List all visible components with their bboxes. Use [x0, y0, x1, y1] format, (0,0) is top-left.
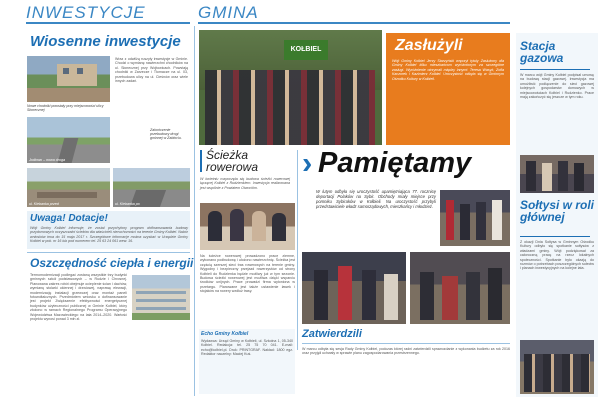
photo-new-sidewalks	[27, 56, 110, 102]
photo-banner-kolbiel: KOŁBIEL	[284, 40, 328, 60]
bike-path-marker	[200, 150, 202, 172]
gas-station-text: W marcu wójt Gminy Kołbiel podpisał umowę na budowę stacji gazowej. Inwestycja ma umożliwić podłączenie do sieci gazowej kolejnych gospodarstw domowych w miejscowościach Kołbiel i Rudzienko. Prace mają zakończyć się jeszcze w tym roku.	[520, 73, 594, 100]
section-header-investments: INWESTYCJE	[26, 3, 146, 22]
soltysi-title: Sołtysi w roli głównej	[520, 198, 595, 224]
photo-remembrance-speech	[302, 252, 406, 324]
photo-school-building	[132, 275, 190, 320]
caption-new-sidewalks: Nowe chodniki powstały przy miejscowości ulicy Słonecznej	[27, 104, 104, 113]
remembrance-title: Pamiętamy	[318, 147, 472, 179]
divider-energy	[27, 252, 190, 253]
grants-title: Uwaga! Dotacje!	[30, 213, 108, 224]
remembrance-chevron-icon: ›	[302, 145, 313, 180]
article-title-wiosenne: Wiosenne inwestycje	[30, 33, 181, 50]
energy-title: Oszczędność ciepła i energii	[30, 256, 194, 270]
photo-remembrance-ceremony	[440, 190, 510, 246]
header-rule-right	[198, 22, 510, 24]
column-divider-2	[297, 150, 298, 350]
remembrance-lead: W lutym odbyła się uroczystość upamiętniająca 77. rocznicę deportacji Polaków na Sybir. Obchody miały miejsce przy pomniku Sybiraków w Kołbieli. Na uroczystość przybyli przedstawiciele władz samorządowych, mieszkańcy i młodzież.	[316, 189, 436, 209]
photo-klebanka-after	[113, 168, 190, 207]
soltysi-rule	[520, 236, 590, 237]
caption-klebanka-before: ul. Klebanka przed	[29, 202, 59, 206]
photo-bike-path-signing	[200, 203, 295, 250]
photo-honorees-group	[199, 30, 382, 145]
zasluzyli-text: Wójt Gminy Kołbiel Jerzy Starzyński wręczył tytuły Zasłużony dla Gminy Kołbiel kilku mieszkańcom wyróżnionym za szczególne zasługi. Wyróżnienie otrzymali między innymi: Teresa Wasyk, Zofia Kaczorek i Kazimierz Kołbiel. Uroczystość odbyła się w Gminnym Ośrodku Kultury w Kołbieli.	[392, 59, 504, 81]
energy-text: Termomodernizacji podlegać zostaną wszystkie trzy budynki gminnych szkół podstawowych – w Rudzie i Chrosnej. Planowana zakres robót obejmuje ocieplenie ścian i dachów, wymianę stolarki okiennej i drzwiowej, naprawę elewacji, modernizację instalacji grzewczej oraz montaż paneli fotowoltaicznych. Przedmiotem wniosku o dofinansowanie jest projekt Zwiększenie efektywności energetycznej budynków użyteczności publicznej w Gminie Kołbiel, który złożono w ramach Regionalnego Programu Operacyjnego Województwa Mazowieckiego na lata 2014–2020. Wartość projektu wynosi ponad 3 mln zł.	[30, 273, 127, 322]
approved-title: Zatwierdzili	[302, 328, 362, 340]
investments-text-2: Zakończenie przebudowy drogi gminnej w Zabłociu.	[150, 128, 182, 141]
gas-station-rule	[520, 69, 590, 70]
caption-new-road: Jodłowo – nowa droga	[29, 158, 65, 162]
photo-remembrance-flowers	[410, 252, 510, 324]
bike-path-lead: W kwietniu rozpoczęła się budowa ścieżki rowerowej łączącej Kołbiel z Rudzienkiem. Inwestycja realizowana jest wspólnie z Powiatem Otwockim.	[200, 177, 290, 190]
photo-new-road	[27, 117, 110, 163]
bike-path-title: Ścieżka rowerowa	[206, 148, 259, 174]
approved-rule	[302, 343, 510, 344]
header-rule-left	[26, 22, 190, 24]
zasluzyli-title: Zasłużyli	[395, 37, 463, 54]
approved-text: W marcu odbyła się sesja Rady Gminy Kołbiel, podczas której radni zatwierdzili sprawozdanie z wykonania budżetu za rok 2016 oraz przyjęli uchwały w sprawie planu zagospodarowania przestrzennego.	[302, 347, 510, 356]
section-header-gmina: GMINA	[198, 3, 259, 22]
photo-klebanka-before	[27, 168, 110, 207]
investments-text-1: Wraz z odwilżą ruszyły inwestycje w Gminie. Chodzi o wymianę nawierzchni chodników na ul. Słonecznej przy Wojtowicach. Powstają chodniki w Zarzecze i Tłomacze na ul. 03, przebudowa ulicy na ul. Cieśnów oraz wiele innych zadań.	[115, 57, 188, 84]
masthead-title: Echo Gminy Kołbiel	[201, 331, 249, 337]
caption-klebanka-after: ul. Klebanka po	[115, 202, 140, 206]
photo-soltysi-group	[520, 340, 594, 394]
masthead-text: Wydawca: Urząd Gminy w Kołbieli, ul. Szkolna 1, 05-340 Kołbiel. Redakcja: tel. 25 75 70 041. E-mail: echo@kolbiel.pl. Druk: PRINTGRAF. Nakład: 1800 egz. Redaktor naczelny: Maciej Kuś.	[201, 339, 293, 357]
gas-station-title: Stacja gazowa	[520, 39, 564, 65]
bike-path-body: Na ścieżce rowerowej prowadzono prace ziemne, wykonano podbudowę i ułożono nawierzchnię. Ścieżka jest częścią szerszej sieci tras rowerowych na terenie gminy. Wygodny i bezpieczny przejazd rowerzystów od strony Kołbieli do Rudzienka będzie możliwy już w tym sezonie. Budowa ścieżki rowerowej jest możliwa dzięki wsparciu środków unijnych. Prace prowadzi firma wyłoniona w przetargu. Planowane jest także ustawienie ławek i stojaków na rowery wzdłuż trasy.	[200, 254, 295, 294]
column-divider-1	[194, 26, 195, 396]
photo-gas-station-signing	[520, 155, 594, 193]
soltysi-text: Z okazji Dnia Sołtysa w Gminnym Ośrodku Kultury odbyło się spotkanie sołtysów z władzami gminy. Wójt podziękował za całoroczną pracę na rzecz lokalnych społeczności. Spotkanie było okazją do rozmów o potrzebach poszczególnych sołectw i planach inwestycyjnych na kolejne lata.	[520, 240, 594, 271]
grants-text: Wójt Gminy Kołbiel informuje, że zostal przychylony program dofinansowania budowy przydomowych oczyszczalni ścieków dla właścicieli nieruchomości na terenie Gminy Kołbiel. Nabór wniosków trwa do 15 maja 2017 r. Szczegółowe informacje można uzyskać w Urzędzie Gminy Kołbiel w pok. nr 16 lub pod numerem tel. 25 63 24 061 wew. 16.	[30, 226, 188, 244]
